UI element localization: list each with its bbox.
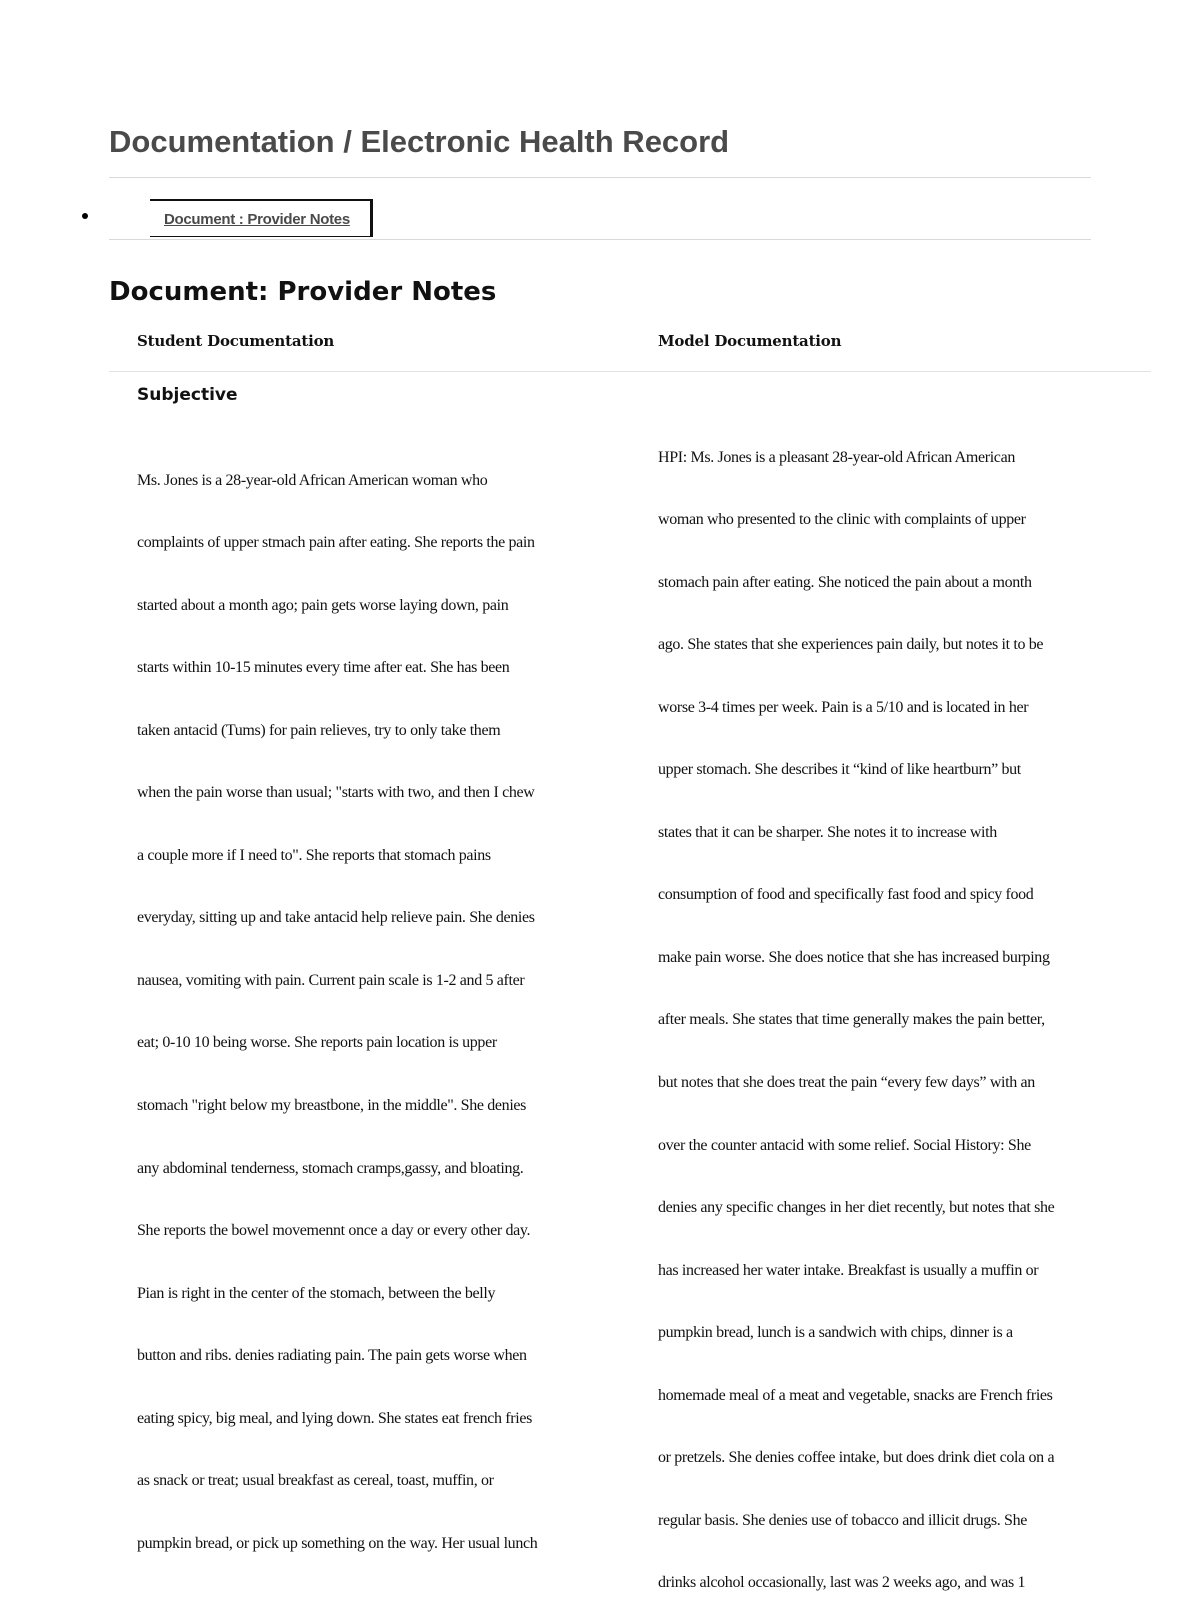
- model-note-line: upper stomach. She describes it “kind of like heartburn” but: [658, 761, 1021, 779]
- model-note-line: has increased her water intake. Breakfast is usually a muffin or: [658, 1261, 1039, 1279]
- model-note-line: after meals. She states that time generally makes the pain better,: [658, 1011, 1045, 1029]
- document-title: Document: Provider Notes: [109, 277, 497, 307]
- student-note-line: taken antacid (Tums) for pain relieves, try to only take them: [137, 721, 501, 739]
- model-note-line: ago. She states that she experiences pain daily, but notes it to be: [658, 636, 1044, 654]
- model-note-line: HPI: Ms. Jones is a pleasant 28-year-old African American: [658, 448, 1015, 466]
- model-note-line: homemade meal of a meat and vegetable, snacks are French fries: [658, 1386, 1053, 1404]
- student-note-line: pumpkin bread, or pick up something on the way. Her usual lunch: [137, 1534, 538, 1552]
- page-title: Documentation / Electronic Health Record: [109, 124, 730, 159]
- student-note-line: a couple more if I need to". She reports that stomach pains: [137, 846, 491, 864]
- model-note-line: drinks alcohol occasionally, last was 2 weeks ago, and was 1: [658, 1574, 1026, 1592]
- student-note-line: stomach "right below my breastbone, in the middle". She denies: [137, 1097, 527, 1114]
- student-note-line: eating spicy, big meal, and lying down. She states eat french fries: [137, 1409, 532, 1427]
- model-note-line: states that it can be sharper. She notes it to increase with: [658, 823, 997, 841]
- model-note-line: consumption of food and specifically fast food and spicy food: [658, 886, 1034, 904]
- student-note-line: eat; 0-10 10 being worse. She reports pain location is upper: [137, 1034, 497, 1052]
- model-note-line: regular basis. She denies use of tobacco and illicit drugs. She: [658, 1511, 1027, 1529]
- student-note-line: started about a month ago; pain gets worse laying down, pain: [137, 596, 509, 614]
- model-note-line: stomach pain after eating. She noticed the pain about a month: [658, 573, 1032, 591]
- tabs-divider: [109, 239, 1091, 240]
- model-note-line: denies any specific changes in her diet recently, but notes that she: [658, 1199, 1055, 1217]
- model-documentation-header: Model Documentation: [658, 332, 842, 350]
- subjective-heading: Subjective: [137, 385, 238, 405]
- student-note-line: any abdominal tenderness, stomach cramps,gassy, and bloating.: [137, 1159, 524, 1177]
- student-note-text: [137, 429, 537, 1575]
- student-note-line: as snack or treat; usual breakfast as cereal, toast, muffin, or: [137, 1472, 494, 1490]
- student-note-line: Pian is right in the center of the stomach, between the belly: [137, 1284, 496, 1302]
- student-documentation-header: Student Documentation: [137, 332, 335, 350]
- tab-provider-notes-label[interactable]: Document : Provider Notes: [164, 211, 350, 228]
- model-note-line: or pretzels. She denies coffee intake, but does drink diet cola on a: [658, 1449, 1055, 1467]
- student-note-line: everyday, sitting up and take antacid help relieve pain. She denies: [137, 909, 535, 927]
- tab-bullet-icon: [82, 213, 88, 219]
- student-note-line: Ms. Jones is a 28-year-old African American woman who: [137, 471, 488, 489]
- model-note-line: pumpkin bread, lunch is a sandwich with chips, dinner is a: [658, 1324, 1013, 1342]
- tab-provider-notes[interactable]: [150, 199, 373, 237]
- student-note-line: complaints of upper stmach pain after eating. She reports the pain: [137, 534, 535, 552]
- model-note-line: woman who presented to the clinic with complaints of upper: [658, 511, 1026, 529]
- student-note-line: button and ribs. denies radiating pain. The pain gets worse when: [137, 1347, 527, 1365]
- model-note-text: [658, 406, 1054, 1615]
- model-note-line: worse 3-4 times per week. Pain is a 5/10 and is located in her: [658, 698, 1029, 716]
- model-note-line: make pain worse. She does notice that she has increased burping: [658, 948, 1050, 966]
- student-note-line: starts within 10-15 minutes every time after eat. She has been: [137, 659, 510, 677]
- student-note-line: She reports the bowel movemennt once a day or every other day.: [137, 1222, 531, 1240]
- model-note-line: but notes that she does treat the pain “every few days” with an: [658, 1074, 1035, 1091]
- columns-divider: [109, 371, 1151, 372]
- student-note-line: when the pain worse than usual; "starts with two, and then I chew: [137, 784, 535, 802]
- header-divider: [109, 177, 1091, 178]
- model-note-line: over the counter antacid with some relief. Social History: She: [658, 1136, 1031, 1154]
- student-note-line: nausea, vomiting with pain. Current pain scale is 1-2 and 5 after: [137, 971, 525, 989]
